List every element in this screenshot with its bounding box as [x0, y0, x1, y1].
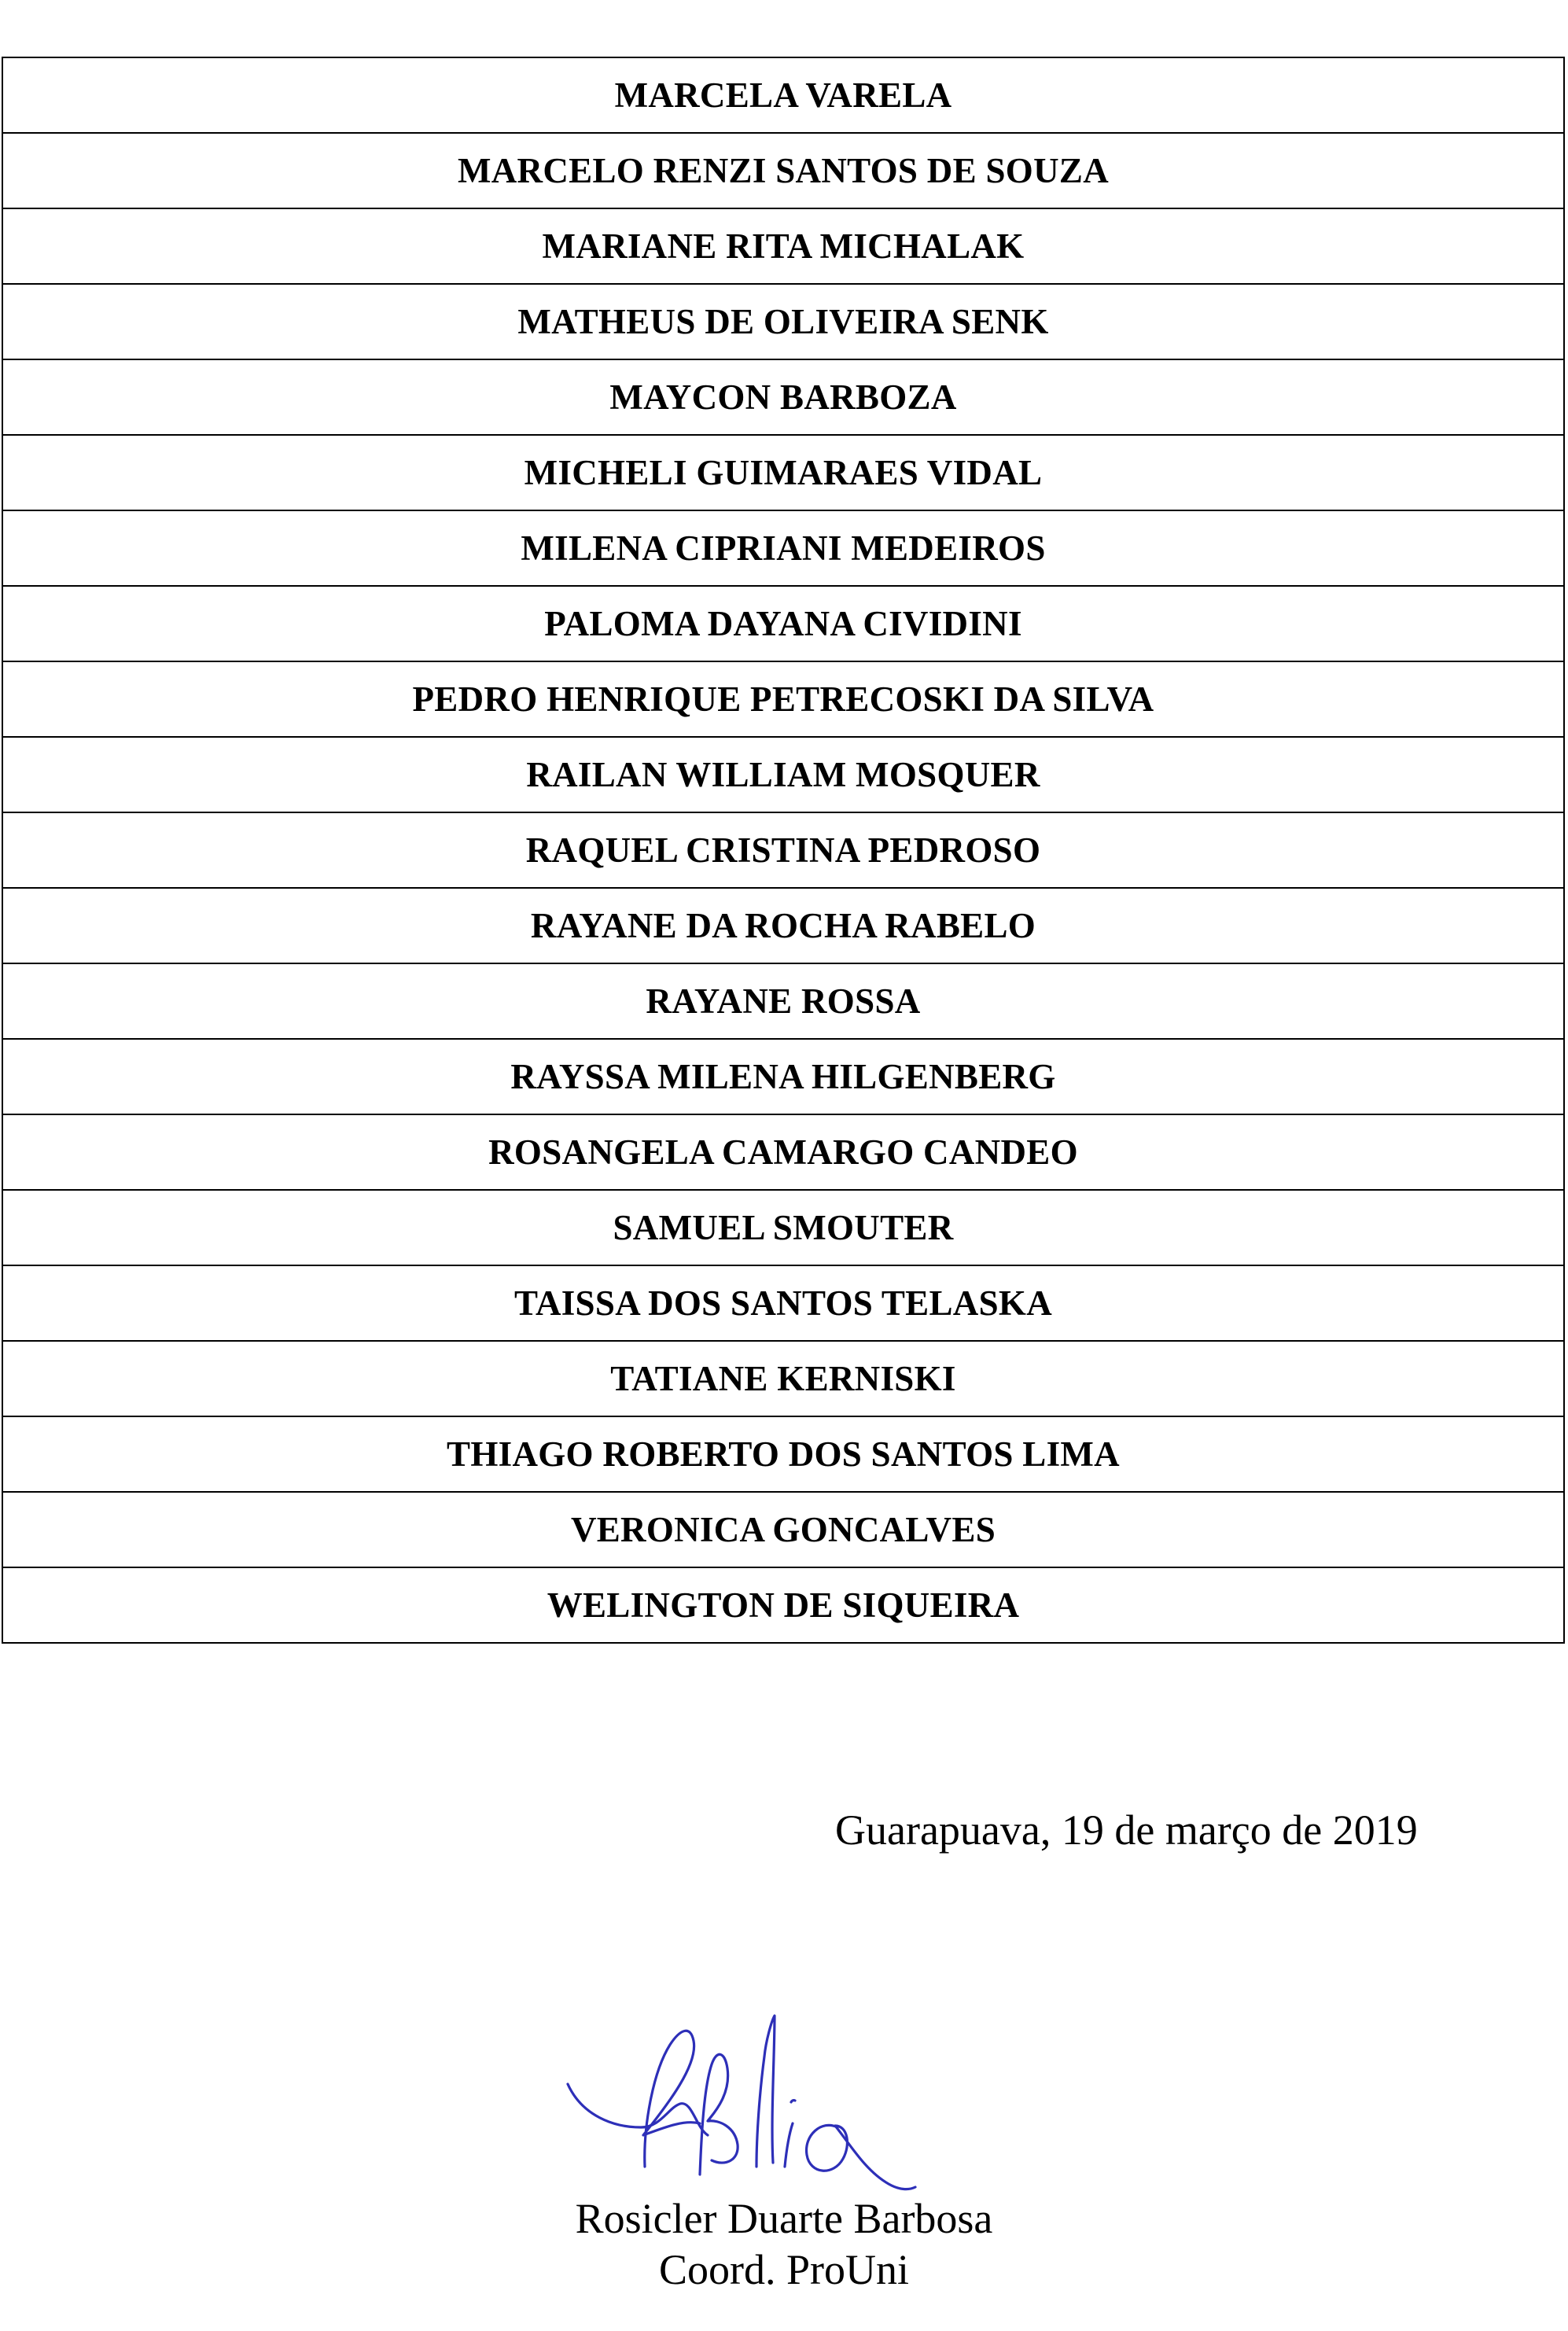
student-name-cell: MAYCON BARBOZA — [2, 359, 1564, 435]
table-row — [2, 963, 1564, 1039]
student-name-cell: TAISSA DOS SANTOS TELASKA — [2, 1265, 1564, 1341]
student-name-cell: VERONICA GONCALVES — [2, 1492, 1564, 1567]
handwritten-signature — [550, 2009, 920, 2214]
table-row — [2, 1039, 1564, 1114]
names-table-body — [2, 57, 1564, 1643]
table-row — [2, 57, 1564, 133]
student-name-cell: SAMUEL SMOUTER — [2, 1190, 1564, 1265]
student-name-cell: RAQUEL CRISTINA PEDROSO — [2, 812, 1564, 888]
place-date: Guarapuava, 19 de março de 2019 — [835, 1806, 1418, 1854]
table-row — [2, 661, 1564, 737]
student-name-cell: RAILAN WILLIAM MOSQUER — [2, 737, 1564, 812]
signature-stroke — [700, 2054, 738, 2174]
student-name-cell: MATHEUS DE OLIVEIRA SENK — [2, 284, 1564, 359]
table-row — [2, 812, 1564, 888]
signature-stroke — [756, 2016, 775, 2167]
table-row — [2, 1190, 1564, 1265]
table-row — [2, 133, 1564, 208]
table-row — [2, 737, 1564, 812]
student-name-cell: MARCELO RENZI SANTOS DE SOUZA — [2, 133, 1564, 208]
table-row — [2, 284, 1564, 359]
student-name-cell: RAYANE ROSSA — [2, 963, 1564, 1039]
student-name-cell: MARCELA VARELA — [2, 57, 1564, 133]
table-row — [2, 586, 1564, 661]
signer-role: Coord. ProUni — [658, 2246, 909, 2293]
table-row — [2, 1492, 1564, 1567]
student-name-cell: MARIANE RITA MICHALAK — [2, 208, 1564, 284]
student-name-cell: PEDRO HENRIQUE PETRECOSKI DA SILVA — [2, 661, 1564, 737]
signature-stroke — [568, 2084, 708, 2135]
student-name-cell: RAYANE DA ROCHA RABELO — [2, 888, 1564, 963]
student-name-cell: RAYSSA MILENA HILGENBERG — [2, 1039, 1564, 1114]
names-table — [2, 57, 1565, 1644]
table-row — [2, 888, 1564, 963]
signature-stroke — [643, 2031, 700, 2167]
student-name-cell: MICHELI GUIMARAES VIDAL — [2, 435, 1564, 510]
student-name-cell: ROSANGELA CAMARGO CANDEO — [2, 1114, 1564, 1190]
table-row — [2, 1567, 1564, 1643]
table-row — [2, 435, 1564, 510]
table-row — [2, 1265, 1564, 1341]
signature-stroke — [791, 2101, 795, 2102]
signer-name: Rosicler Duarte Barbosa — [575, 2195, 993, 2242]
table-row — [2, 1416, 1564, 1492]
signature-stroke — [785, 2123, 793, 2167]
table-row — [2, 359, 1564, 435]
student-name-cell: PALOMA DAYANA CIVIDINI — [2, 586, 1564, 661]
student-name-cell: WELINGTON DE SIQUEIRA — [2, 1567, 1564, 1643]
table-row — [2, 208, 1564, 284]
table-row — [2, 1341, 1564, 1416]
student-name-cell: TATIANE KERNISKI — [2, 1341, 1564, 1416]
student-name-cell: MILENA CIPRIANI MEDEIROS — [2, 510, 1564, 586]
table-row — [2, 510, 1564, 586]
table-row — [2, 1114, 1564, 1190]
student-name-cell: THIAGO ROBERTO DOS SANTOS LIMA — [2, 1416, 1564, 1492]
signature-stroke — [807, 2125, 915, 2189]
